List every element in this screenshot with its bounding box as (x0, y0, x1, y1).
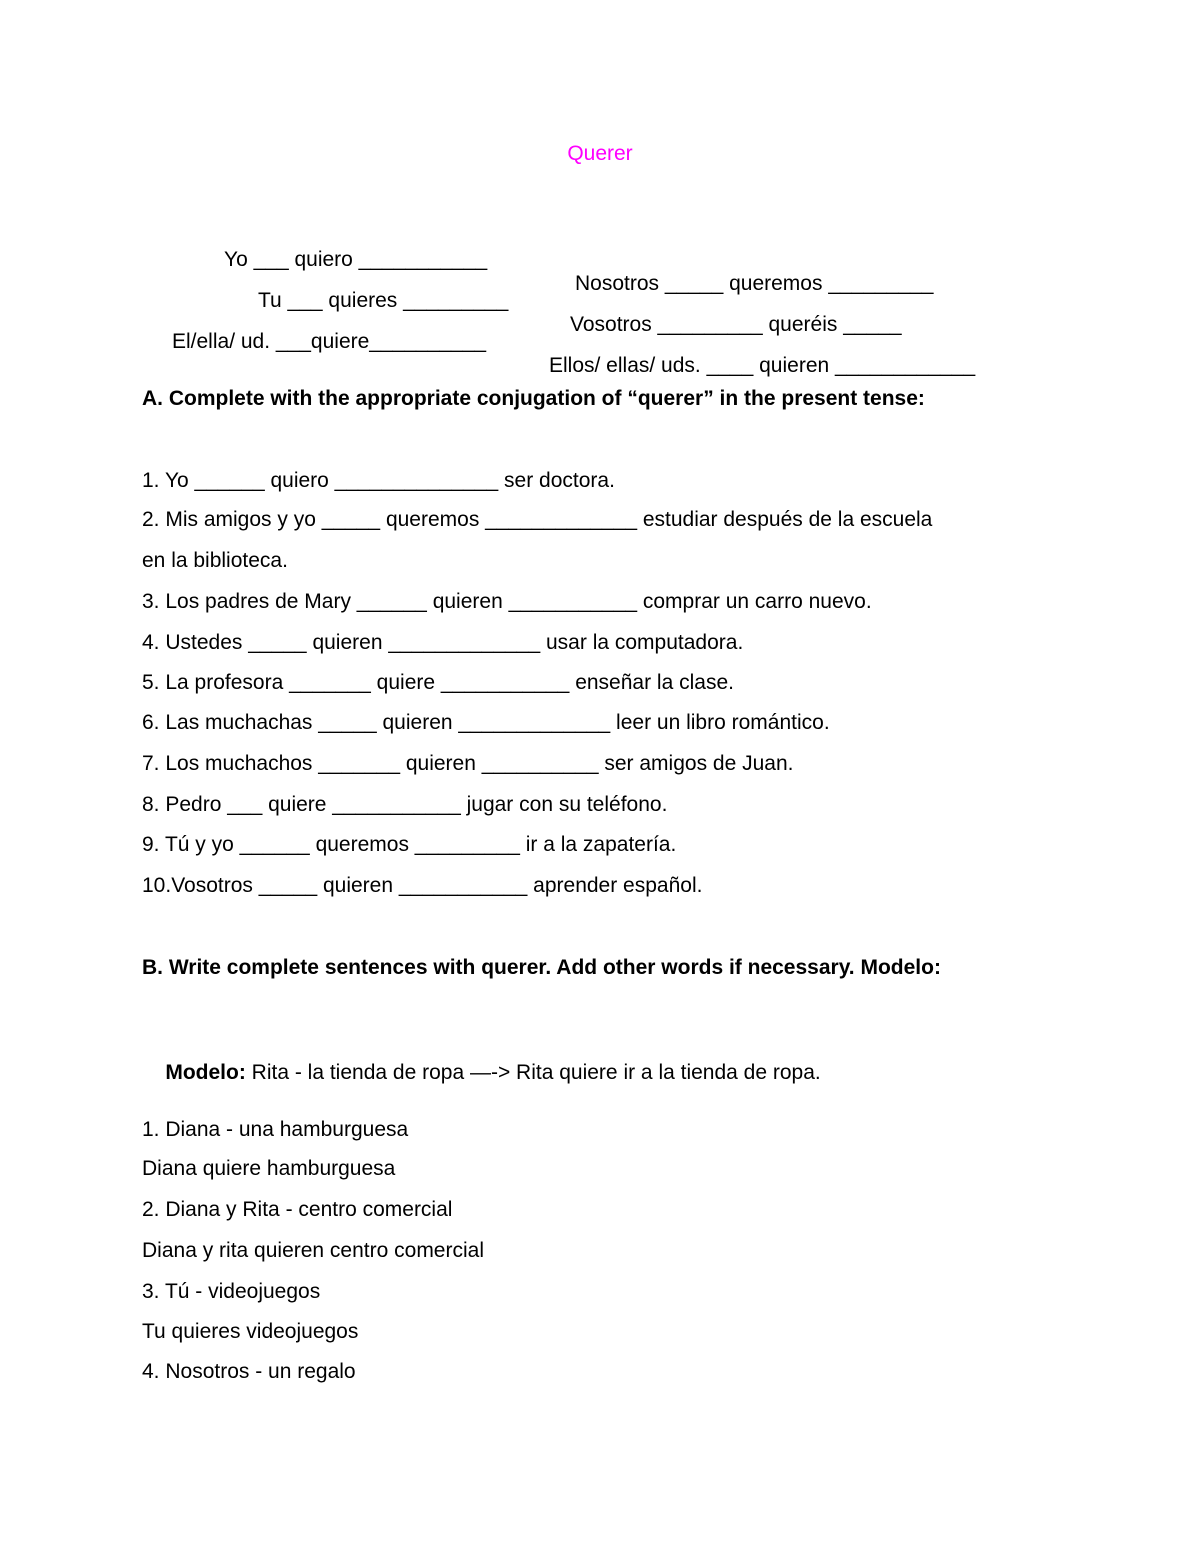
list-item: 7. Los muchachos _______ quieren __________ ser amigos de Juan. (142, 752, 794, 775)
list-item: 6. Las muchachas _____ quieren _____________ leer un libro romántico. (142, 711, 830, 734)
conjugation-plural: Vosotros _________ queréis _____ (570, 313, 902, 336)
list-item: 3. Tú - videojuegos (142, 1280, 321, 1303)
model-example (142, 1037, 821, 1109)
list-item: 2. Mis amigos y yo _____ queremos _____________ estudiar después de la escuela (142, 508, 933, 531)
list-item: 2. Diana y Rita - centro comercial (142, 1198, 453, 1221)
conjugation-singular: Tu ___ quieres _________ (258, 289, 509, 312)
answer-line: Tu quieres videojuegos (142, 1320, 359, 1343)
list-item: 1. Yo ______ quiero ______________ ser doctora. (142, 469, 615, 492)
list-item: 3. Los padres de Mary ______ quieren ___________ comprar un carro nuevo. (142, 590, 872, 613)
list-item: 8. Pedro ___ quiere ___________ jugar con su teléfono. (142, 793, 668, 816)
list-item: en la biblioteca. (142, 549, 288, 572)
answer-line: Diana y rita quieren centro comercial (142, 1239, 484, 1262)
list-item: 4. Ustedes _____ quieren _____________ usar la computadora. (142, 631, 744, 654)
section-b-heading: B. Write complete sentences with querer. Add other words if necessary. Modelo: (142, 956, 941, 979)
list-item: 5. La profesora _______ quiere ___________ enseñar la clase. (142, 671, 734, 694)
model-text: Rita - la tienda de ropa —-> Rita quiere ir a la tienda de ropa. (245, 1061, 821, 1084)
model-label: Modelo: (165, 1061, 246, 1084)
answer-line: Diana quiere hamburguesa (142, 1157, 396, 1180)
conjugation-singular: El/ella/ ud. ___quiere__________ (172, 330, 487, 353)
list-item: 10.Vosotros _____ quieren ___________ aprender español. (142, 874, 703, 897)
list-item: 9. Tú y yo ______ queremos _________ ir a la zapatería. (142, 833, 677, 856)
conjugation-plural: Nosotros _____ queremos _________ (575, 272, 934, 295)
section-a-heading: A. Complete with the appropriate conjugation of “querer” in the present tense: (142, 387, 925, 410)
page-title: Querer (567, 142, 633, 165)
conjugation-singular: Yo ___ quiero ___________ (224, 248, 488, 271)
conjugation-plural: Ellos/ ellas/ uds. ____ quieren ____________ (549, 354, 976, 377)
list-item: 4. Nosotros - un regalo (142, 1360, 356, 1383)
list-item: 1. Diana - una hamburguesa (142, 1118, 409, 1141)
